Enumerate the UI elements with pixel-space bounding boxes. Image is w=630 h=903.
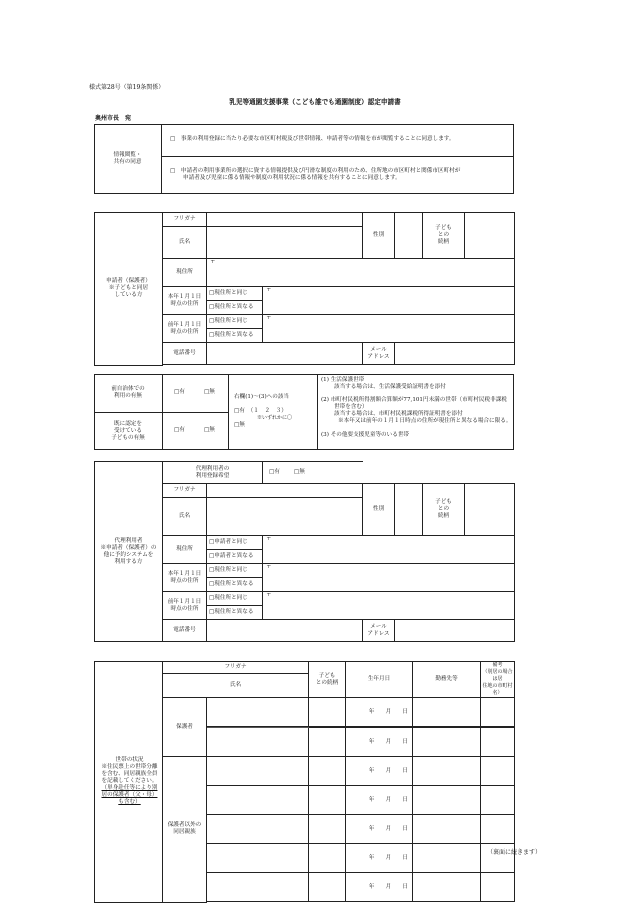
applicant-prev-diff-checkbox[interactable]: □現住所と異なる [207, 329, 263, 343]
prev-usage-yes-checkbox[interactable]: □有 [174, 389, 185, 395]
prev-usage-no-checkbox[interactable]: □無 [204, 389, 215, 395]
household-row-7-work[interactable] [413, 873, 481, 902]
case-yes-checkbox[interactable]: □有 （１ ２ ３） [234, 408, 287, 414]
proxy-mail-label: メール アドレス [367, 623, 390, 637]
note-2c: 該当する場合は、市町村民税課税所得証明書を添付 [334, 411, 463, 417]
household-work-header: 勤務先等 [413, 662, 481, 698]
household-table: 世帯の状況 ※住民票上の世帯分離 を含む、同居親族全員 を記載してください。 （単身赴任等により別 居の保護者（父・母） も含む） フリガナ 子ども との続柄 生年月日 勤務先等 備考 （別居の場合は居 住地の市町村名） 氏名 保護者 年 月 日 年 月 日 保護者以外の 同居親族 年 月 日 年 月 日 年 月 日 年 月 日 年 月 日 [94, 661, 515, 903]
household-row-3-relation[interactable] [309, 757, 346, 786]
applicant-furigana-field[interactable] [207, 213, 363, 227]
applicant-name-field[interactable] [207, 227, 363, 259]
proxy-wish-no-checkbox[interactable]: □無 [293, 469, 305, 475]
proxy-address-label: 現住所 [163, 536, 207, 564]
case-note: ※いずれかに〇 [257, 415, 293, 421]
proxy-relation-field[interactable] [465, 484, 515, 536]
note-1b: 該当する場合は、生活保護受給証明書を添付 [334, 384, 446, 390]
proxy-wish-label: 代理利用者の 利用登録希望 [195, 465, 230, 479]
proxy-name-label: 氏名 [163, 498, 207, 536]
applicant-name-label: 氏名 [163, 227, 207, 259]
consent-checkbox-1[interactable]: □ 事業の利用登録に当たり必要な市区町村税及び世帯情報、申請者等の情報を市が閲覧することに同意します。 [170, 136, 455, 142]
applicant-phone-label: 電話番号 [163, 343, 207, 365]
proxy-furigana-label: フリガナ [163, 484, 207, 498]
household-label-6: 居の保護者（父・母） [101, 792, 158, 799]
applicant-jan1-prev-label: 前年１月１日 時点の住所 [167, 321, 202, 335]
proxy-addr-diff-checkbox[interactable]: □申請者と異なる [207, 550, 263, 564]
household-row-2-name[interactable] [207, 728, 309, 757]
household-row-4-name[interactable] [207, 786, 309, 815]
applicant-mail-field[interactable] [395, 343, 515, 365]
household-row-4-relation[interactable] [309, 786, 346, 815]
proxy-wish-yes-checkbox[interactable]: □有 [269, 469, 280, 475]
proxy-phone-label: 電話番号 [163, 620, 207, 642]
case-no-checkbox[interactable]: □無 [234, 422, 245, 428]
household-row-1-name[interactable] [207, 698, 309, 727]
household-row-3-name[interactable] [207, 757, 309, 786]
household-other-label: 保護者以外の 同居親族 [167, 822, 202, 836]
household-furigana-header: フリガナ [163, 662, 309, 674]
household-note-header: 備考 （別居の場合は居 住地の市町村名） [482, 662, 513, 696]
household-row-1-work[interactable] [413, 698, 481, 727]
proxy-prev-address-field[interactable]: 〒 [263, 592, 515, 620]
applicant-gender-field[interactable] [395, 213, 423, 259]
household-row-5-name[interactable] [207, 815, 309, 844]
household-row-6-work[interactable] [413, 844, 481, 873]
proxy-gender-field[interactable] [395, 484, 423, 536]
proxy-this-same-checkbox[interactable]: □現住所と同じ [207, 564, 263, 578]
applicant-address-label: 現住所 [163, 259, 207, 287]
proxy-addr-same-checkbox[interactable]: □申請者と同じ [207, 536, 263, 550]
proxy-phone-field[interactable] [207, 620, 363, 642]
proxy-relation-label: 子ども との 続柄 [435, 499, 452, 519]
applicant-this-address-field[interactable]: 〒 [263, 287, 515, 315]
household-row-7-name[interactable] [207, 873, 309, 902]
cert-no-checkbox[interactable]: □無 [204, 427, 215, 433]
consent-label: 情報閲覧・ 共有の同意 [113, 152, 142, 165]
applicant-jan1-this-label: 本年１月１日 時点の住所 [167, 293, 202, 307]
proxy-mail-field[interactable] [395, 620, 515, 642]
applicant-relation-field[interactable] [465, 213, 515, 259]
household-row-6-name[interactable] [207, 844, 309, 873]
case-label: 右欄(1)～(3)への該当 [234, 394, 290, 400]
household-label-4: を記載してください。 [101, 778, 158, 785]
applicant-prev-same-checkbox[interactable]: □現住所と同じ [207, 315, 263, 329]
household-row-2-relation[interactable] [309, 728, 346, 757]
household-row-6-relation[interactable] [309, 844, 346, 873]
household-row-7-relation[interactable] [309, 873, 346, 902]
household-row-5-note[interactable] [481, 815, 515, 844]
household-row-4-note[interactable] [481, 786, 515, 815]
prev-usage-label: 前自治体での 利用の有無 [111, 386, 145, 399]
household-row-4-work[interactable] [413, 786, 481, 815]
applicant-this-same-checkbox[interactable]: □現住所と同じ [207, 287, 263, 301]
consent-checkbox-2[interactable]: □ 申請者の利用事業所の選択に資する情報提供及び円滑な制度の利用のため、住所地の市区町村と関係市区町村が [170, 168, 461, 174]
household-label-7: も含む） [118, 799, 141, 806]
proxy-this-address-field[interactable]: 〒 [263, 564, 515, 592]
proxy-table [94, 461, 515, 642]
proxy-this-diff-checkbox[interactable]: □現住所と異なる [207, 578, 263, 592]
household-row-2-work[interactable] [413, 728, 481, 757]
proxy-jan1-prev-label: 前年１月１日 時点の住所 [167, 598, 202, 612]
applicant-this-diff-checkbox[interactable]: □現住所と異なる [207, 301, 263, 315]
household-row-1-relation[interactable] [309, 698, 346, 727]
household-row-3-note[interactable] [481, 757, 515, 786]
footer-note: （裏面に続きます） [487, 849, 542, 856]
proxy-furigana-field[interactable] [207, 484, 363, 498]
applicant-label: 申請者（保護者） ※子どもと同居 している方 [106, 278, 151, 299]
household-row-6-note[interactable] [481, 844, 515, 873]
proxy-address-field[interactable]: 〒 [263, 536, 515, 564]
household-relation-header: 子ども との続柄 [315, 672, 339, 686]
applicant-table [94, 212, 515, 366]
note-2b: 世帯を含む） [334, 404, 368, 410]
household-label-5: （単身赴任等により別 [101, 785, 158, 792]
consent-text-2: 申請者及び児童に係る情報や制度の利用状況に係る情報を共有することに同意します。 [183, 175, 401, 181]
household-label-2: ※住民票上の世帯分離 [101, 764, 158, 771]
household-label-1: 世帯の状況 [115, 757, 144, 764]
applicant-prev-address-field[interactable]: 〒 [263, 315, 515, 343]
household-label-3: を含む、同居親族全員 [101, 771, 158, 778]
cert-label: 既に認定を 受けている 子どもの有無 [111, 420, 145, 441]
proxy-prev-diff-checkbox[interactable]: □現住所と異なる [207, 606, 263, 620]
note-3: (3) その他要支援児童等のいる世帯 [321, 432, 410, 438]
household-row-1-note[interactable] [481, 698, 515, 727]
applicant-furigana-label: フリガナ [163, 213, 207, 227]
household-row-2-note[interactable] [481, 728, 515, 757]
applicant-mail-label: メール アドレス [367, 346, 390, 360]
note-2a: (2) 市町村民税所得割額合算額が77,101円未満の世帯（市町村民税非課税 [321, 397, 507, 403]
applicant-phone-field[interactable] [207, 343, 363, 365]
applicant-gender-label: 性別 [363, 213, 395, 259]
note-2d: ※本年又は前年の１月１日時点の住所が現住所と異なる場合に限る。 [338, 418, 512, 424]
household-row-3-work[interactable] [413, 757, 481, 786]
household-guardian-label: 保護者 [163, 698, 207, 757]
applicant-address-field[interactable]: 〒 [207, 259, 515, 287]
proxy-gender-label: 性別 [363, 484, 395, 536]
household-row-7-note[interactable] [481, 873, 515, 902]
form-number: 様式第28号（第19条関係） [89, 84, 165, 91]
applicant-relation-label: 子ども との 続柄 [435, 225, 452, 245]
household-row-5-relation[interactable] [309, 815, 346, 844]
cert-yes-checkbox[interactable]: □有 [174, 427, 185, 433]
proxy-name-field[interactable] [207, 498, 363, 536]
household-birth-header: 生年月日 [346, 662, 413, 698]
proxy-label: 代理利用者 ※申請者（保護者）の 他に予約システムを 利用する方 [100, 537, 157, 565]
household-name-header: 氏名 [163, 673, 309, 697]
proxy-jan1-this-label: 本年１月１日 時点の住所 [167, 570, 202, 584]
addressee: 奥州市長 宛 [95, 115, 132, 122]
form-title: 乳児等通園支援事業（こども誰でも通園制度）認定申請書 [229, 98, 401, 106]
household-row-5-work[interactable] [413, 815, 481, 844]
proxy-prev-same-checkbox[interactable]: □現住所と同じ [207, 592, 263, 606]
note-1a: (1) 生活保護世帯 [321, 377, 365, 383]
